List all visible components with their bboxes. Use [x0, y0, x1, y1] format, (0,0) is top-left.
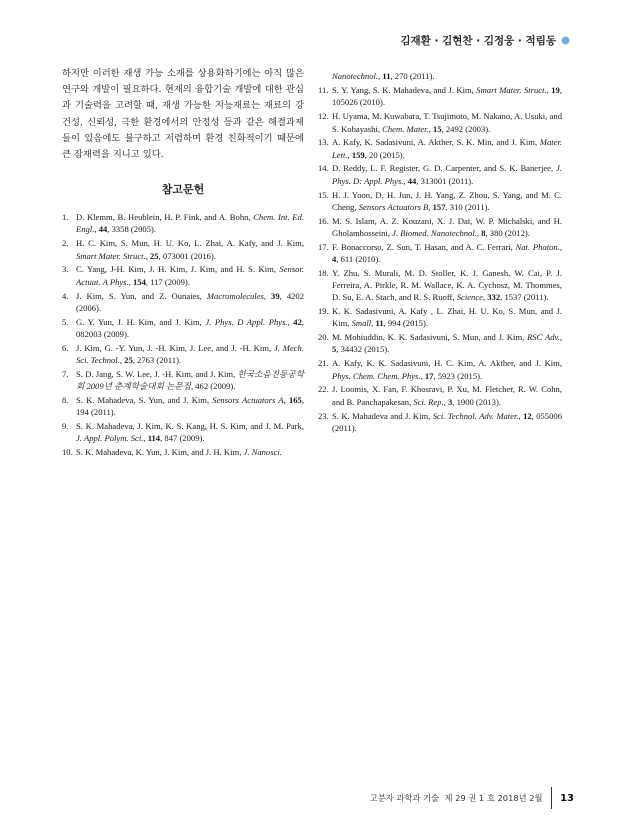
ref-journal: Sci. Technol. Adv. Mater.: [432, 410, 519, 421]
ref-number: 22.: [318, 384, 329, 395]
ref-separator: ,: [559, 241, 562, 252]
ref-volume: 25: [124, 354, 133, 365]
ref-authors: Y. Zhu, S. Murali, M. D. Stoller, K. J. Ganesh, W. Cai, P. J. Ferreira, A. Pirkle, R. M. Wallace, K. A. Cychosz, M. Thommes, D. Su, E. A. Stach, and R. S. Ruoff,: [332, 267, 562, 303]
ref-details: , 055006 (2011).: [332, 410, 562, 433]
ref-volume: 157: [432, 201, 446, 212]
ref-separator: ,: [559, 332, 562, 343]
reference-item: [318, 215, 562, 239]
ref-details: , 310 (2011).: [445, 201, 490, 212]
ref-separator: ,: [145, 250, 150, 261]
reference-item: [62, 420, 304, 444]
ref-volume: 19: [551, 85, 560, 96]
ref-details: , 2763 (2011).: [132, 354, 182, 365]
ref-authors: D. Klemm, B. Heublein, H. P. Fink, and A. Bohn,: [76, 212, 254, 223]
ref-details: , 1537 (2011).: [500, 292, 549, 303]
ref-number: 3.: [62, 264, 69, 275]
ref-journal: 한국소음진동공학회 2009년 춘계학술대회 논문집: [76, 368, 304, 391]
reference-item: [62, 394, 304, 418]
ref-journal: Chem. Int. Ed. Engl.: [76, 212, 305, 235]
ref-number: 8.: [62, 394, 69, 405]
ref-journal: Sensors Actuators B: [358, 201, 429, 212]
header-bullet-icon: [561, 36, 570, 45]
reference-10-continuation: Nanotechnol., 11, 270 (2011).: [332, 71, 435, 81]
ref-authors: M. Mohiuddin, K. K. Sadasivuni, S. Mun, and J. Kim,: [332, 332, 528, 343]
ref-journal: J. Mech. Sci. Technol.: [76, 342, 304, 365]
ref-separator: ,: [128, 276, 133, 287]
ref-number: 20.: [318, 332, 329, 343]
ref-separator: ,: [263, 290, 272, 301]
ref-separator: ,: [428, 123, 433, 134]
ref-details: , 34432 (2015).: [336, 344, 390, 355]
ref-authors: J. Kim, G. -Y. Yun, J. -H. Kim, J. Lee, and J. -H. Kim,: [76, 342, 274, 353]
ref-number: 6.: [62, 342, 69, 353]
ref-volume: 39: [271, 290, 280, 301]
ref-number: 21.: [318, 358, 329, 369]
ref-details: , 082003 (2009).: [76, 316, 305, 339]
ref-journal: J. Nanosci.: [243, 447, 282, 458]
reference-item: [62, 316, 304, 340]
ref-separator: ,: [546, 85, 552, 96]
ref-separator: ,: [403, 175, 408, 186]
ref-journal: Nanotechnol.: [332, 71, 379, 81]
ref-number: 9.: [62, 420, 69, 431]
ref-volume: 4: [332, 253, 337, 264]
ref-journal: Smart Mater. Struct.: [476, 85, 547, 96]
reference-item: [318, 331, 562, 355]
ref-number: 17.: [318, 241, 329, 252]
ref-separator: ,: [420, 370, 425, 381]
ref-volume: 12: [523, 410, 532, 421]
running-header: [400, 33, 570, 48]
ref-authors: J. Kim, S. Yun, and Z. Ounaies,: [76, 290, 207, 301]
ref-authors: D. Reddy, L. F. Register, G. D. Carpenter, and S. K. Banerjee,: [332, 163, 557, 174]
ref-details: , 073001 (2016).: [158, 250, 216, 261]
ref-volume: 154: [132, 276, 146, 287]
ref-details: , 4202 (2006).: [76, 290, 305, 313]
footer-divider: [551, 787, 553, 809]
reference-list-left: [62, 211, 304, 458]
ref-details: 462 (2009).: [195, 380, 236, 391]
reference-list-right: [318, 84, 562, 434]
ref-volume: 332: [487, 292, 501, 303]
ref-number: 5.: [62, 316, 69, 327]
ref-journal: Phys. Chem. Chem. Phys.: [332, 370, 421, 381]
ref-journal: J. Biomed. Nanotechnol.: [392, 227, 477, 238]
ref-authors: S. D. Jang, S. W. Lee, J. -H. Kim, and J. Kim,: [76, 368, 238, 379]
ref-details: , 117 (2009).: [145, 276, 190, 287]
ref-journal: J. Phys. D: Appl. Phys.: [332, 163, 562, 186]
reference-item: [318, 136, 562, 160]
ref-volume: 11: [382, 71, 391, 81]
ref-authors: G. Y. Yun, J. H. Kim, and J. Kim,: [76, 316, 206, 327]
reference-item: [62, 342, 304, 366]
ref-authors: H. C. Kim, S. Mun, H. U. Ko, L. Zhai, A. Kafy, and J. Kim,: [76, 238, 304, 249]
ref-number: 19.: [318, 306, 329, 317]
header-authors: 김재환 · 김현찬 · 김정웅 · 적림동: [400, 35, 556, 47]
reference-item: [62, 446, 304, 458]
reference-item: [62, 237, 304, 261]
ref-volume: 42: [293, 316, 302, 327]
ref-number: 2.: [62, 238, 69, 249]
ref-number: 23.: [318, 410, 329, 421]
right-column: [318, 70, 562, 436]
ref-details: , 994 (2015).: [383, 318, 428, 329]
ref-volume: 15: [432, 123, 442, 134]
ref-authors: M. S. Islam, A. Z. Kouzani, X. J. Dai, W. P. Michalski, and H. Gholamhosseini,: [332, 215, 562, 238]
ref-volume: 8: [481, 227, 486, 238]
reference-item: [318, 383, 562, 407]
footer-journal: 고분자 과학과 기술: [369, 793, 440, 803]
ref-number: 7.: [62, 368, 69, 379]
ref-volume: 17: [424, 370, 434, 381]
ref-journal: Smart Mater. Struct.: [76, 250, 146, 261]
ref-separator: ,: [190, 380, 196, 391]
ref-journal: Science: [456, 292, 483, 303]
ref-journal: Mater. Lett.: [332, 137, 562, 160]
ref-authors: A. Kafy, K. Sadasivuni, A. Akther, S. K. Min, and J. Kim,: [332, 137, 540, 148]
ref-authors: H. J. Yoon, D. H. Jun, J. H. Yang, Z. Zhou, S. Yang, and M. C. Cheng,: [332, 189, 562, 212]
ref-details: , 2492 (2003).: [441, 123, 491, 134]
ref-separator: ,: [443, 396, 448, 407]
ref-separator: ,: [347, 149, 352, 160]
references-title: 참고문헌: [161, 183, 205, 197]
ref-details: , 313001 (2011).: [416, 175, 474, 186]
reference-item: [318, 162, 562, 186]
ref-separator: ,: [428, 201, 433, 212]
ref-volume: 44: [407, 175, 417, 186]
ref-journal: Nat. Photon.: [515, 241, 560, 252]
ref-journal: Sci. Rep.: [413, 396, 444, 407]
page-number: 13: [560, 792, 574, 804]
reference-item: [62, 263, 304, 287]
ref-number: 13.: [318, 137, 329, 148]
ref-number: 16.: [318, 215, 329, 226]
ref-separator: ,: [287, 316, 294, 327]
ref-volume: 159: [351, 149, 365, 160]
ref-journal: J. Appl. Polym. Sci.: [76, 433, 144, 444]
page-footer: [370, 787, 574, 809]
ref-details: , 20 (2015).: [364, 149, 405, 160]
ref-details: , 105026 (2010).: [332, 85, 562, 108]
reference-item: [318, 84, 562, 108]
ref-separator: ,: [476, 227, 482, 238]
ref-details: , 847 (2009).: [160, 433, 205, 444]
ref-number: 12.: [318, 111, 329, 122]
ref-number: 14.: [318, 163, 329, 174]
ref-authors: J. Loomis, X. Fan, F. Khosravi, P. Xu, M. Fletcher, R. W. Cohn, and B. Panchapakesan,: [332, 384, 562, 407]
ref-journal: Chem. Mater.: [382, 123, 429, 134]
ref-journal: Sensor. Actuat. A Phys.: [76, 264, 304, 287]
ref-separator: ,: [283, 394, 289, 405]
ref-journal: J. Phys. D Appl. Phys.: [205, 316, 288, 327]
reference-item: [318, 357, 562, 381]
ref-details: , 3358 (2005).: [107, 224, 156, 235]
ref-volume: 11: [375, 318, 384, 329]
reference-item: [318, 241, 562, 265]
ref-separator: ,: [371, 318, 376, 329]
ref-number: 10.: [62, 447, 73, 458]
reference-item: [318, 110, 562, 134]
ref-separator: ,: [482, 292, 488, 303]
body-paragraph: 하지만 이러한 재생 가능 소재를 상용화하기에는 아직 많은 연구와 개발이 필요하다. 현재의 융합기술 개발에 대한 관심과 기술력을 고려할 때, 재생 가능한 지능재료는 재료의 강건성, 신뢰성, 극한 환경에서의 안정성 등과 같은 해결과제들이 있음에도 불구하고 저렴하며 환경 친화적이기 때문에 큰 잠재력을 지니고 있다.: [62, 68, 304, 161]
reference-item: [318, 305, 562, 329]
ref-authors: K. K. Sadasivuni, A. Kafy , L. Zhai, H. U. Ko, S. Mun, and J. Kim,: [332, 306, 562, 329]
footer-issue: 제 29 권 1 호 2018년 2월: [444, 793, 543, 803]
reference-item: [318, 267, 562, 304]
reference-item: [62, 211, 304, 235]
ref-authors: H. Uyama, M. Kuwabara, T. Tsujimoto, M. Nakano, A. Usuki, and S. Kobayashi,: [332, 111, 562, 134]
ref-number: 15.: [318, 189, 329, 200]
ref-volume: 114: [147, 433, 161, 444]
ref-volume: 44: [98, 224, 108, 235]
ref-authors: S. Y. Yang, S. K. Mahadeva, and J. Kim,: [332, 85, 477, 96]
ref-authors: C. Yang, J-H. Kim, J. H. Kim, J. Kim, and H. S. Kim,: [76, 264, 280, 275]
ref-separator: ,: [94, 224, 99, 235]
ref-details: , 380 (2012).: [485, 227, 530, 238]
ref-details: , 1900 (2013).: [452, 396, 501, 407]
ref-number: 11.: [318, 85, 329, 96]
ref-separator: ,: [119, 354, 125, 365]
reference-item: [62, 290, 304, 314]
ref-authors: A. Kafy, K. K. Sadasivuni, H. C. Kim, A. Akther, and J. Kim,: [332, 358, 562, 369]
ref-volume: 5: [332, 344, 337, 355]
ref-separator: ,: [143, 433, 148, 444]
ref-number: 18.: [318, 267, 329, 278]
ref-authors: S. K. Mahadeva, K. Yun, J. Kim, and J. H. Kim,: [76, 447, 244, 458]
ref-separator: ,: [518, 410, 524, 421]
ref-volume: 165: [288, 394, 302, 405]
ref-details: , 611 (2010).: [336, 253, 381, 264]
ref-authors: S. K. Mahadeva, J. Kim, K. S. Kang, H. S. Kim, and J. M. Park,: [76, 420, 304, 431]
left-column: [62, 66, 304, 460]
ref-volume: 25: [150, 250, 159, 261]
ref-journal: Macromolecules: [206, 290, 264, 301]
ref-details: , 194 (2011).: [76, 394, 304, 418]
reference-item: [62, 368, 304, 392]
ref-authors: F. Bonaccorso, Z. Sun, T. Hasan, and A. C. Ferrari,: [332, 241, 516, 252]
ref-volume: 3: [448, 396, 453, 407]
reference-item: [318, 189, 562, 213]
ref-journal: RSC Adv.: [527, 332, 560, 343]
ref-authors: S. K. Mahadeva and J. Kim,: [332, 410, 433, 421]
ref-authors: S. K. Mahadeva, S. Yun, and J. Kim,: [76, 394, 213, 405]
ref-number: 1.: [62, 212, 69, 223]
ref-number: 4.: [62, 290, 69, 301]
reference-item: [318, 410, 562, 434]
ref-journal: Small: [351, 318, 372, 329]
ref-details: , 5923 (2015).: [433, 370, 483, 381]
ref-journal: Sensors Actuators A: [212, 394, 284, 405]
